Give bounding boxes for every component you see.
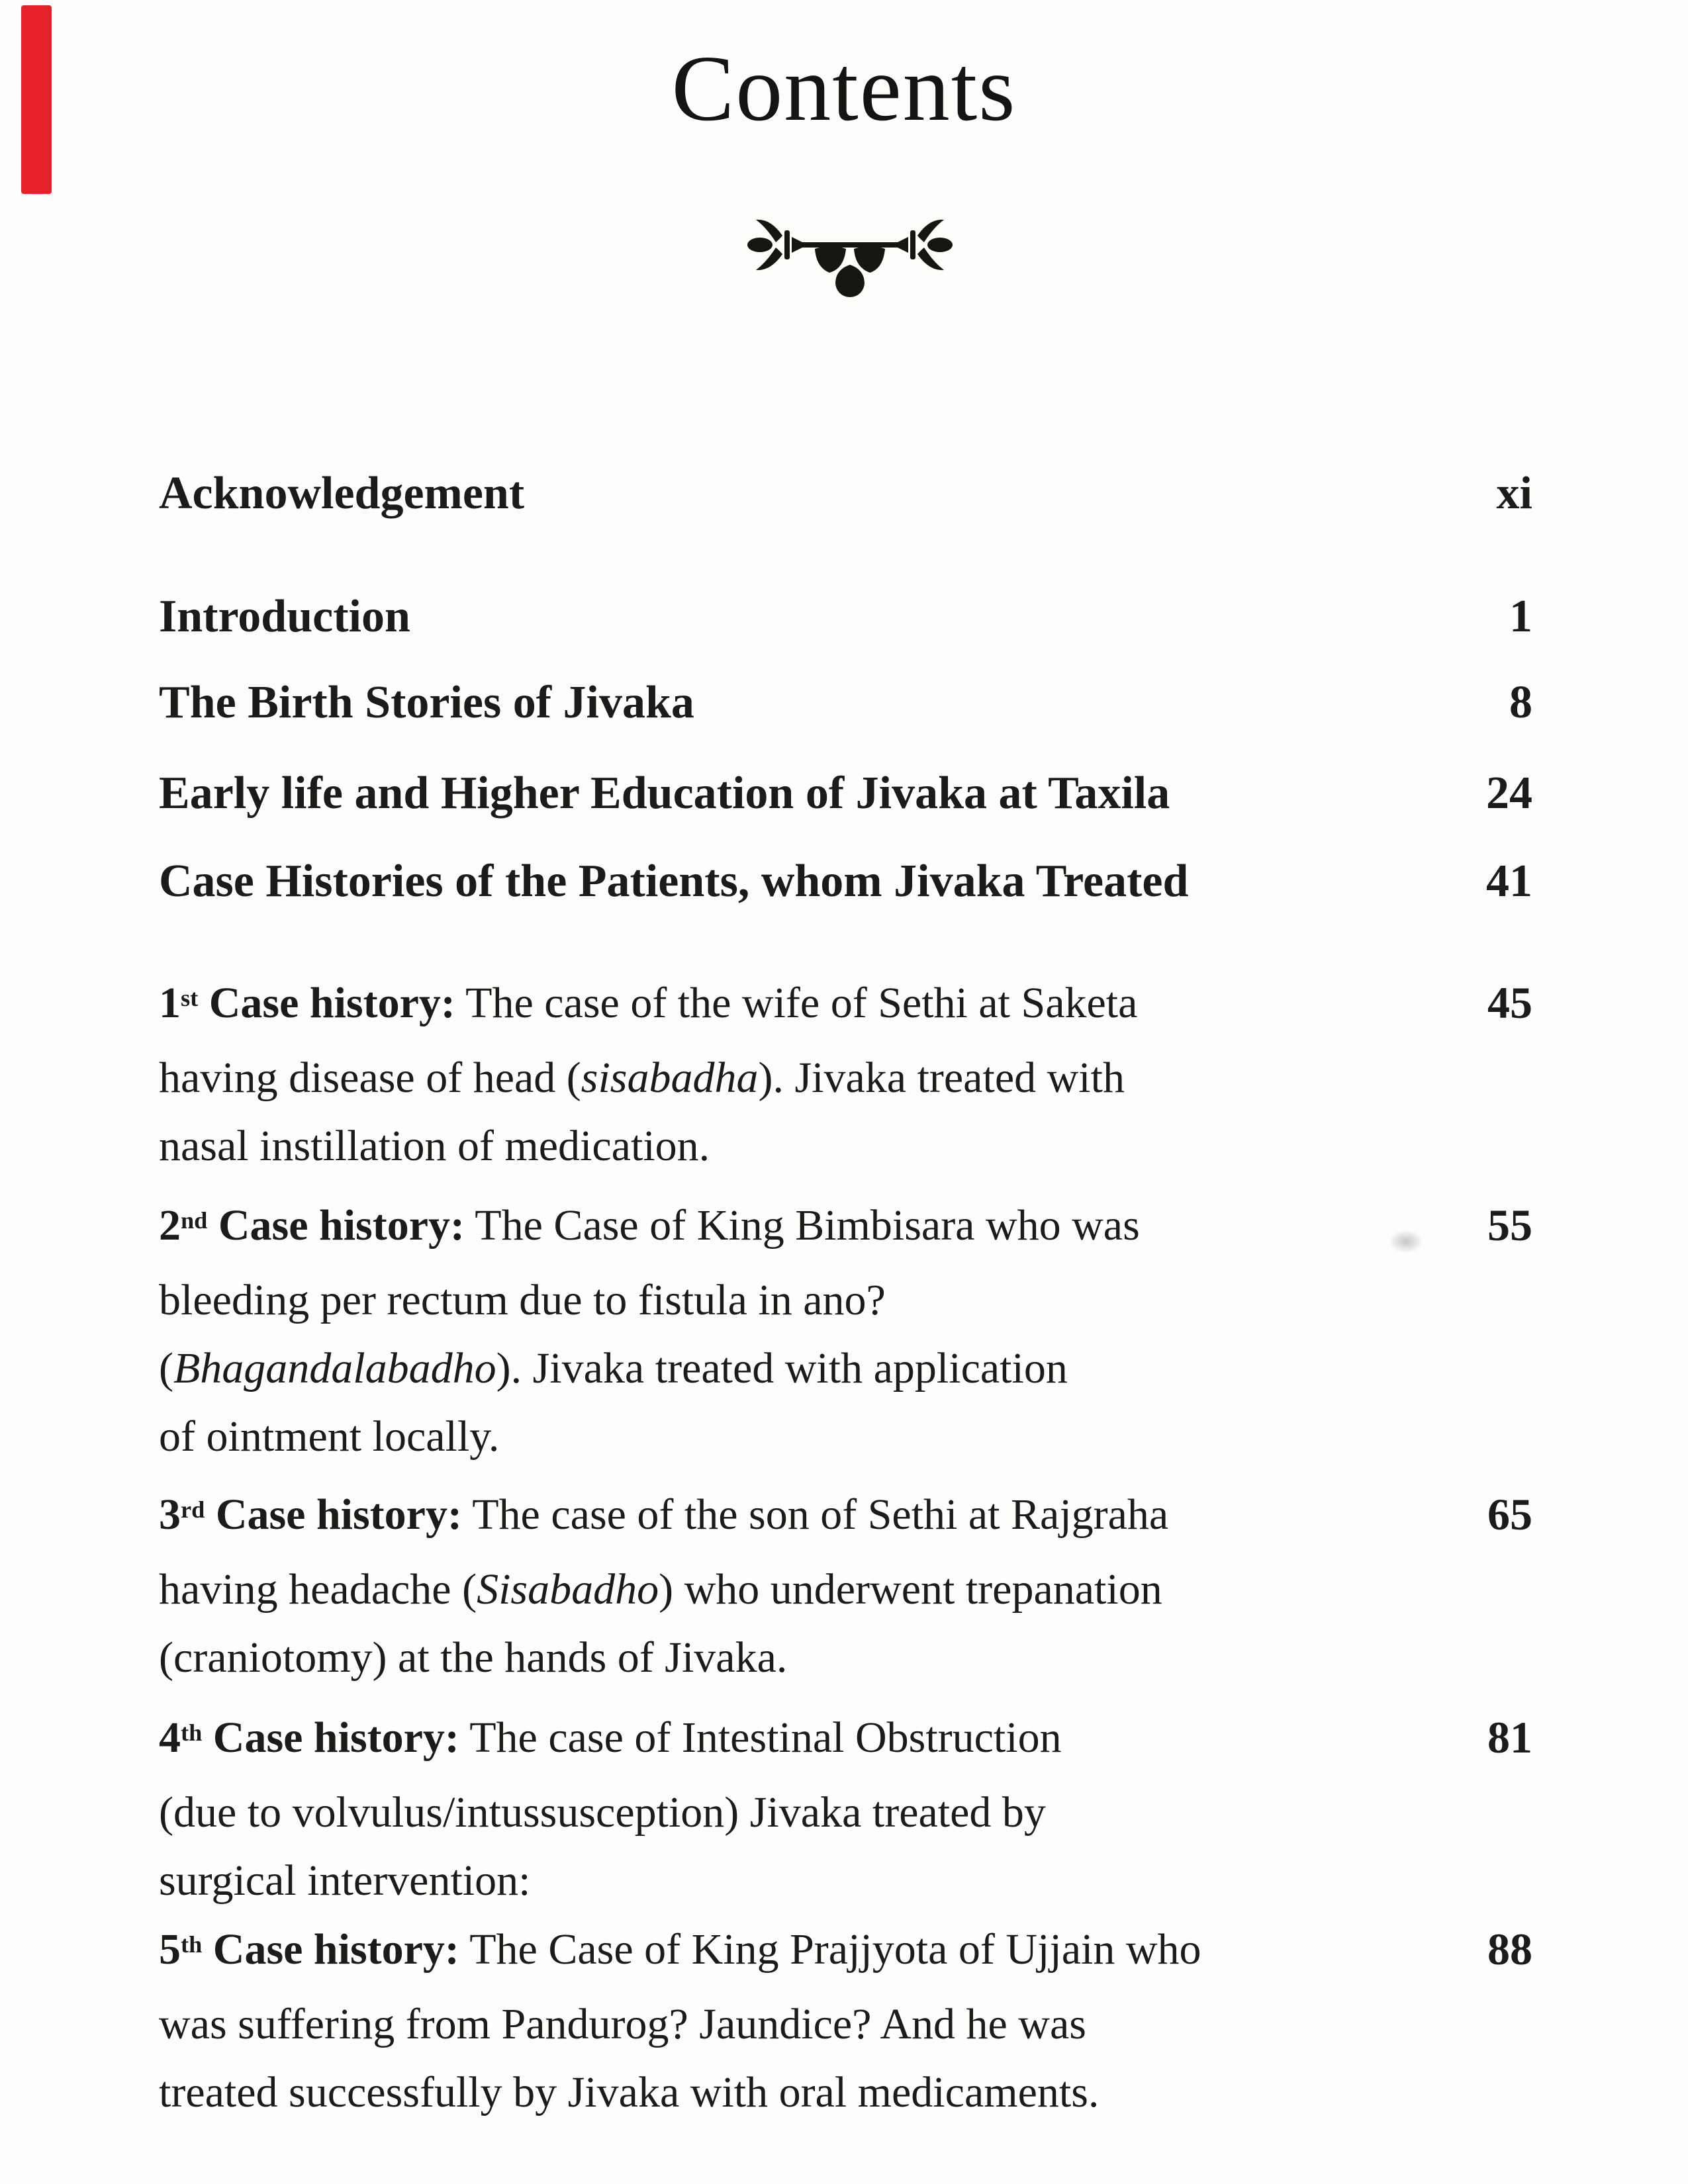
- toc-row: [159, 591, 1532, 642]
- toc-label: Introduction: [159, 591, 410, 642]
- toc-label: Acknowledgement: [159, 468, 525, 519]
- toc-page-number: xi: [1496, 468, 1532, 519]
- fleuron-divider-icon: [747, 218, 953, 300]
- case-text: surgical intervention:: [159, 1856, 531, 1905]
- case-text: (craniotomy) at the hands of Jivaka.: [159, 1633, 788, 1682]
- case-text: nasal instillation of medication.: [159, 1122, 710, 1170]
- case-line: [159, 1044, 1532, 1112]
- case-line: [159, 1778, 1532, 1846]
- toc-label: The Birth Stories of Jivaka: [159, 677, 694, 728]
- case-entry: [159, 1191, 1532, 1471]
- case-line: [159, 969, 1532, 1044]
- case-entry: [159, 1704, 1532, 1915]
- case-term-italic: sisabadha: [581, 1054, 759, 1102]
- toc-row: [159, 858, 1532, 906]
- case-entry: [159, 1915, 1532, 2126]
- toc-page-number: 41: [1486, 856, 1532, 907]
- case-page-number: 81: [1487, 1712, 1532, 1762]
- case-text: (due to volvulus/intussusception) Jivaka treated by: [159, 1788, 1046, 1837]
- case-term-italic: Bhagandalabadho: [173, 1344, 496, 1392]
- case-term-italic: Sisabadho: [477, 1565, 659, 1614]
- toc-label: Early life and Higher Education of Jivaka at Taxila: [159, 768, 1170, 819]
- case-line: [159, 1915, 1532, 1990]
- toc-label: Case Histories of the Patients, whom Jivaka Treated: [159, 856, 1189, 907]
- case-text: The Case of King Bimbisara who was: [465, 1201, 1140, 1250]
- case-text: ) who underwent trepanation: [659, 1565, 1162, 1614]
- case-heading: 4th Case history:: [159, 1713, 459, 1762]
- toc-row: [159, 677, 1532, 728]
- case-entry: [159, 1480, 1532, 1692]
- case-text: treated successfully by Jivaka with oral medicaments.: [159, 2068, 1100, 2116]
- case-text: was suffering from Pandurog? Jaundice? And he was: [159, 2000, 1086, 2048]
- case-page-number: 55: [1487, 1200, 1532, 1250]
- case-text: ). Jivaka treated with: [758, 1054, 1125, 1102]
- toc-row: [159, 770, 1532, 818]
- case-heading: 1st Case history:: [159, 979, 455, 1027]
- case-line: [159, 2058, 1532, 2126]
- toc-page-number: 8: [1509, 677, 1532, 728]
- case-page-number: 45: [1487, 978, 1532, 1028]
- case-heading: 5th Case history:: [159, 1925, 459, 1974]
- toc-page-number: 24: [1486, 768, 1532, 819]
- case-text: bleeding per rectum due to fistula in ano?: [159, 1276, 886, 1324]
- case-page-number: 88: [1487, 1924, 1532, 1974]
- case-heading: 3rd Case history:: [159, 1490, 462, 1539]
- case-line: [159, 1334, 1532, 1402]
- case-text: The Case of King Prajjyota of Ujjain who: [459, 1925, 1201, 1974]
- case-text: of ointment locally.: [159, 1412, 500, 1461]
- toc-row: [159, 468, 1532, 519]
- case-line: [159, 1266, 1532, 1334]
- case-text: having headache (: [159, 1565, 477, 1614]
- case-page-number: 65: [1487, 1489, 1532, 1539]
- case-text: ). Jivaka treated with application: [496, 1344, 1068, 1392]
- case-text: The case of the wife of Sethi at Saketa: [455, 979, 1138, 1027]
- case-text: The case of Intestinal Obstruction: [459, 1713, 1062, 1762]
- case-text: having disease of head (: [159, 1054, 581, 1102]
- case-heading: 2nd Case history:: [159, 1201, 465, 1250]
- case-line: [159, 1402, 1532, 1471]
- case-line: [159, 1480, 1532, 1555]
- case-line: [159, 1704, 1532, 1778]
- toc-page-number: 1: [1509, 591, 1532, 642]
- case-line: [159, 1191, 1532, 1266]
- case-text: (: [159, 1344, 173, 1392]
- case-line: [159, 1623, 1532, 1692]
- case-line: [159, 1990, 1532, 2058]
- case-text: The case of the son of Sethi at Rajgraha: [461, 1490, 1169, 1539]
- case-entry: [159, 969, 1532, 1180]
- case-line: [159, 1555, 1532, 1623]
- page-title: Contents: [671, 36, 1017, 140]
- case-line: [159, 1846, 1532, 1915]
- case-line: [159, 1112, 1532, 1180]
- scan-smudge: [1389, 1230, 1423, 1253]
